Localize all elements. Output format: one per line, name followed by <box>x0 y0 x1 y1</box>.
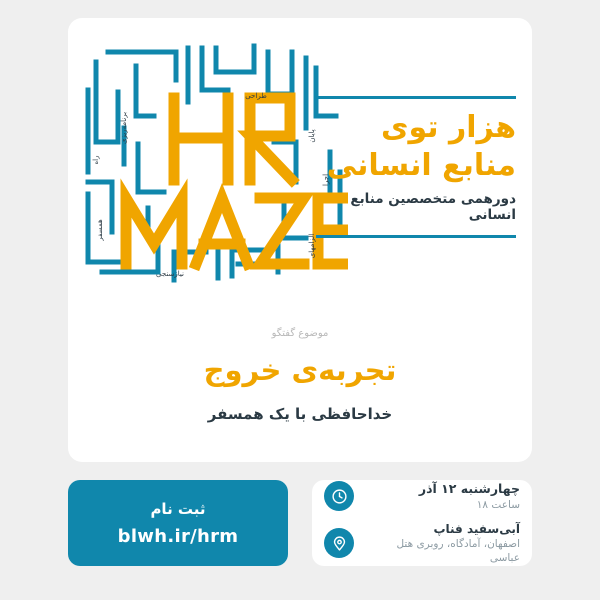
talk-section <box>68 328 532 423</box>
svg-text:پایان: پایان <box>308 129 316 143</box>
talk-subtitle: خداحافظی با یک همسفر <box>207 405 393 423</box>
event-datetime-text <box>363 481 520 512</box>
headline-block <box>316 96 516 238</box>
event-time: ساعت ۱۸ <box>476 498 520 511</box>
svg-text:نیازسنجی: نیازسنجی <box>156 270 184 278</box>
headline-line1: هزار توی <box>380 110 516 145</box>
map-pin-icon <box>324 528 354 558</box>
svg-text:اجرا: اجرا <box>322 173 330 187</box>
clock-icon <box>324 481 354 511</box>
event-location-text <box>363 521 520 566</box>
register-button[interactable] <box>68 480 288 566</box>
event-date: چهارشنبه ۱۲ آذر <box>418 480 520 496</box>
main-card <box>68 18 532 462</box>
svg-text:طراحی: طراحی <box>245 92 267 100</box>
event-info-card <box>312 480 532 566</box>
talk-title: تجربه‌ی خروج <box>203 353 397 387</box>
svg-text:برنامه‌ریزی: برنامه‌ریزی <box>120 111 128 145</box>
headline-subtitle: دورهمی متخصصین منابع انسانی <box>350 191 516 223</box>
event-location-row <box>324 521 520 566</box>
svg-text:راه: راه <box>92 155 100 165</box>
event-datetime-row <box>324 481 520 512</box>
hr-maze-artwork <box>78 32 348 287</box>
headline-line2: منابع انسانی <box>326 147 516 183</box>
headline-rule-bottom <box>316 235 516 238</box>
svg-text:همسفر: همسفر <box>96 219 104 241</box>
event-venue: آبی‌سفید فناپ <box>433 521 520 536</box>
headline-rule-top <box>316 96 516 99</box>
svg-text:الزامهای: الزامهای <box>308 233 316 259</box>
register-url[interactable]: blwh.ir/hrm <box>117 525 239 547</box>
event-address: اصفهان، آمادگاه، روبری هتل عباسی <box>396 537 520 565</box>
register-label: ثبت نام <box>150 499 206 518</box>
talk-kicker: موضوع گفتگو <box>271 328 329 339</box>
